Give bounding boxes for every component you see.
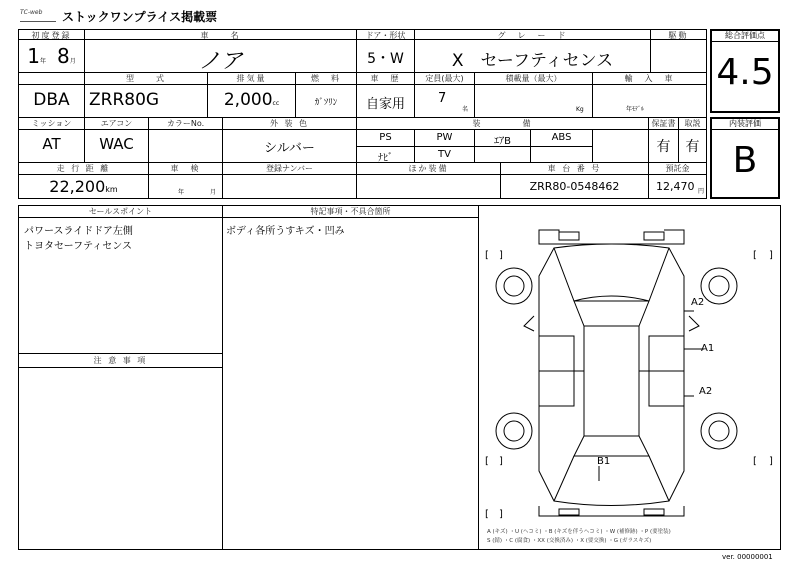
first-reg-month: 8 bbox=[57, 44, 70, 68]
plate-label: 登録ナンバー bbox=[265, 164, 314, 173]
type-label: 型 式 bbox=[126, 74, 166, 83]
equip-ps: PS bbox=[379, 132, 392, 143]
capacity-value: 7 bbox=[438, 91, 447, 106]
version: ver. 00000001 bbox=[722, 553, 773, 561]
import-model-year: 年ﾓﾃﾞﾙ bbox=[626, 106, 645, 113]
door-type: 5・W bbox=[367, 51, 404, 67]
grade: X セーフティセンス bbox=[451, 51, 614, 71]
overall-score: 4.5 bbox=[716, 52, 774, 93]
bracket-left-top: [ bbox=[485, 250, 489, 261]
bracket-right-bottom-open: [ bbox=[753, 456, 757, 467]
bracket-right-bottom: ] bbox=[769, 456, 773, 467]
type-prefix: DBA bbox=[33, 90, 70, 110]
bracket-left-lowest: ] bbox=[499, 509, 503, 520]
capacity-label: 定員(最大) bbox=[425, 74, 464, 83]
type-code: ZRR80G bbox=[89, 90, 160, 110]
bracket-right-top-open: [ bbox=[753, 250, 757, 261]
interior-score-box bbox=[710, 117, 780, 199]
overall-score-box bbox=[710, 29, 780, 113]
bracket-left-bottom-open: [ bbox=[485, 456, 489, 467]
warranty-label: 保証書 bbox=[651, 119, 676, 128]
inspection-label: 車 検 bbox=[170, 164, 201, 173]
bracket-left-bottom: ] bbox=[499, 456, 503, 467]
year-unit: 年 bbox=[39, 58, 46, 65]
mileage bbox=[19, 177, 148, 196]
equip-navi: ﾅﾋﾞ bbox=[378, 153, 393, 164]
mission-label: ミッション bbox=[31, 119, 72, 128]
fuel-label: 燃 料 bbox=[311, 74, 341, 83]
chassis-label: 車 台 番 号 bbox=[547, 164, 602, 173]
equip-abs: ABS bbox=[551, 132, 572, 143]
first-reg-label: 初度登録 bbox=[31, 31, 72, 40]
model-name-label: 車 名 bbox=[200, 31, 241, 40]
aircon-label: エアコン bbox=[100, 119, 133, 128]
sales-points-label: セールスポイント bbox=[88, 207, 153, 216]
chassis-number: ZRR80-0548462 bbox=[529, 180, 620, 193]
grade-label: グ レ ー ド bbox=[497, 31, 568, 40]
load-label: 積載量（最大） bbox=[505, 74, 562, 83]
page-title: ストックワンプライス掲載票 bbox=[62, 10, 218, 24]
mission: AT bbox=[42, 135, 61, 153]
ext-color: シルバー bbox=[264, 141, 315, 156]
other-equip-label: ほか装備 bbox=[408, 164, 449, 173]
displacement bbox=[208, 90, 295, 110]
legend-line-2: S (錆) ・C (腐食) ・XX (交換済み) ・X (要交換) ・G (ガラスキズ) bbox=[487, 538, 652, 544]
import-label: 輸 入 車 bbox=[624, 74, 675, 83]
bracket-right-top: ] bbox=[769, 250, 773, 261]
sales-point-2: トヨタセーフティセンス bbox=[24, 241, 132, 252]
equipment-label: 装 備 bbox=[472, 119, 533, 128]
month-unit: 月 bbox=[69, 58, 76, 65]
bracket-left-lowest-open: [ bbox=[485, 509, 489, 520]
fuel: ｶﾞｿﾘﾝ bbox=[314, 98, 338, 108]
interior-score: B bbox=[732, 140, 758, 181]
equip-tv: TV bbox=[438, 149, 451, 160]
color-no-label: カラーNo. bbox=[166, 119, 205, 128]
first-reg-year: 1 bbox=[27, 44, 40, 68]
first-reg-date bbox=[19, 44, 84, 68]
door-type-label: ドア・形状 bbox=[365, 31, 406, 40]
car-damage-diagram bbox=[479, 206, 780, 549]
mileage-label: 走 行 距 離 bbox=[56, 164, 111, 173]
notes-label: 特記事項・不具合箇所 bbox=[310, 207, 391, 216]
damage-mark-a2-upper: A2 bbox=[691, 297, 705, 308]
ext-color-label: 外 装 色 bbox=[269, 119, 310, 128]
inspection-year: 年 bbox=[178, 189, 185, 196]
damage-mark-b1: B1 bbox=[597, 456, 611, 467]
sales-point-1: パワースライドドア左側 bbox=[24, 226, 133, 237]
overall-score-label: 総合評価点 bbox=[712, 31, 778, 42]
load-unit: Kg bbox=[576, 106, 584, 113]
history: 自家用 bbox=[365, 97, 405, 112]
deposit-unit: 円 bbox=[698, 188, 705, 195]
inspection-month: 月 bbox=[210, 189, 217, 196]
damage-mark-a2-lower: A2 bbox=[699, 386, 713, 397]
mileage-value: 22,200 bbox=[49, 177, 106, 196]
deposit-value: 12,470 bbox=[656, 180, 695, 193]
displacement-unit: cc bbox=[272, 100, 280, 107]
displacement-label: 排気量 bbox=[236, 74, 267, 83]
warranty: 有 bbox=[656, 139, 671, 155]
bracket-left-mid: ] bbox=[499, 250, 503, 261]
history-label: 車 歴 bbox=[370, 74, 401, 83]
legend-line-1: A (キズ) ・U (ヘコミ) ・B (キズを伴うヘコミ) ・W (補修跡) ・P (要塗装) bbox=[487, 529, 671, 535]
drive-label: 駆動 bbox=[668, 31, 689, 40]
notes: ボディ各所うすキズ・凹み bbox=[226, 226, 345, 237]
manual: 有 bbox=[685, 139, 700, 155]
deposit-label: 預託金 bbox=[665, 164, 690, 173]
interior-score-label: 内装評価 bbox=[712, 119, 778, 130]
manual-label: 取説 bbox=[684, 119, 701, 128]
capacity-unit: 名 bbox=[462, 106, 469, 113]
equip-airbag: ｴｱB bbox=[494, 136, 511, 147]
equip-pw: PW bbox=[436, 132, 453, 143]
caution-label: 注 意 事 項 bbox=[93, 356, 148, 365]
displacement-value: 2,000 bbox=[223, 90, 273, 110]
logo: TC-web bbox=[20, 9, 56, 22]
aircon: WAC bbox=[99, 135, 134, 153]
mileage-unit: km bbox=[105, 185, 118, 194]
model-name: ノア bbox=[198, 49, 243, 74]
damage-mark-a1: A1 bbox=[701, 343, 715, 354]
